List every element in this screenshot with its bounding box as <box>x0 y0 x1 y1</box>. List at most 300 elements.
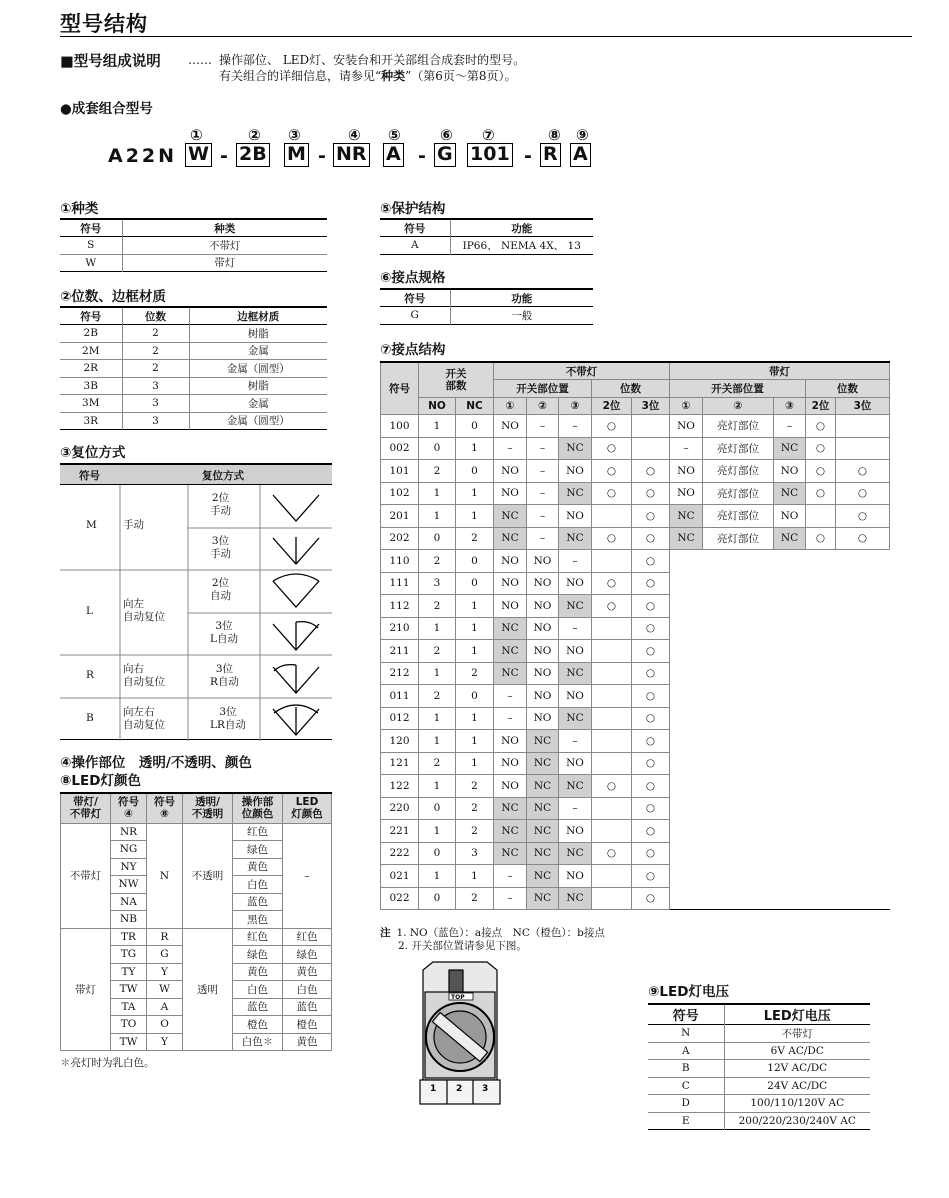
cell: 亮灯部位 <box>703 482 774 505</box>
cell: 2 <box>419 460 456 483</box>
dash-1: - <box>220 145 228 167</box>
cell: ○ <box>592 437 632 460</box>
cell: 0 <box>419 887 456 910</box>
cell: 202 <box>381 527 419 550</box>
model-part-5: A <box>383 143 404 167</box>
cell: 0 <box>456 415 494 438</box>
s4-footnote: ✽亮灯时为乳白色。 <box>60 1057 155 1069</box>
cell: ○ <box>806 482 836 505</box>
cell: IP66、 NEMA 4X、 13 <box>450 237 593 255</box>
cell: NO <box>527 572 559 595</box>
cell: NC <box>527 842 559 865</box>
cell: 0 <box>456 550 494 573</box>
intro-line-1: 操作部位、 LED灯、安装台和开关部组合成套时的型号。 <box>219 53 526 67</box>
model-part-3: M <box>284 143 309 167</box>
cell: 1 <box>419 707 456 730</box>
cell <box>592 797 632 820</box>
cell: NC <box>527 865 559 888</box>
cell: ○ <box>632 887 670 910</box>
device-top-label: TOP <box>451 994 465 1001</box>
num-4: ④ <box>348 126 361 144</box>
s7-h-no: NO <box>419 397 456 415</box>
cell: 0 <box>456 460 494 483</box>
cell: 红色 <box>283 928 332 946</box>
cell: ○ <box>632 685 670 708</box>
cell: NO <box>559 460 592 483</box>
model-part-8: R <box>540 143 561 167</box>
s4-h: 带灯/ 不带灯 <box>61 793 111 823</box>
cell: R <box>147 928 183 946</box>
s3-sub: 2位 手动 <box>210 492 231 517</box>
cell: 220 <box>381 797 419 820</box>
cell: NO <box>559 505 592 528</box>
cell: TA <box>111 998 147 1016</box>
cell: NO <box>494 752 527 775</box>
table-row <box>60 254 327 272</box>
cell: 不透明 <box>183 823 233 928</box>
cell: 白色 <box>233 981 283 999</box>
cell: 1 <box>456 482 494 505</box>
cell: 蓝色 <box>283 998 332 1016</box>
table-row <box>381 775 890 798</box>
device-pos-2: 2 <box>456 1084 463 1094</box>
empty-cell <box>670 595 890 618</box>
cell: NC <box>494 820 527 843</box>
s3-sym-r: R <box>86 669 94 681</box>
cell: NO <box>527 640 559 663</box>
cell: 012 <box>381 707 419 730</box>
empty-cell <box>670 640 890 663</box>
table-row <box>381 460 890 483</box>
s6-h-sym: 符号 <box>404 292 426 305</box>
cell <box>806 505 836 528</box>
s2-h-pos: 位数 <box>122 307 189 325</box>
model-part-4: NR <box>333 143 370 167</box>
cell: 102 <box>381 482 419 505</box>
s7-h-num: 位数 <box>592 380 670 398</box>
cell: 黑色 <box>233 911 283 929</box>
model-prefix: A22N <box>108 145 178 167</box>
cell: – <box>559 797 592 820</box>
cell: – <box>527 415 559 438</box>
cell: NO <box>494 550 527 573</box>
empty-cell <box>670 865 890 888</box>
s6-table <box>380 288 593 325</box>
cell <box>632 437 670 460</box>
empty-cell <box>670 662 890 685</box>
table-row <box>381 730 890 753</box>
cell: ○ <box>632 460 670 483</box>
dash-2: - <box>318 145 326 167</box>
s7-title: ⑦接点结构 <box>380 342 446 358</box>
s3-grid <box>60 485 332 741</box>
cell: A <box>410 239 419 252</box>
cell: 121 <box>381 752 419 775</box>
cell: 2 <box>456 662 494 685</box>
s7-h: 2位 <box>806 397 836 415</box>
cell <box>592 685 632 708</box>
s9-h-volt: LED灯电压 <box>724 1004 870 1025</box>
cell: ○ <box>632 820 670 843</box>
cell: 黄色 <box>233 858 283 876</box>
table-row <box>381 662 890 685</box>
s3-h-mode: 复位方式 <box>202 470 244 482</box>
cell: 200/220/230/240V AC <box>724 1112 870 1130</box>
cell: 210 <box>381 617 419 640</box>
cell: ○ <box>592 460 632 483</box>
return-diagram-icons <box>273 495 319 735</box>
cell: NW <box>111 876 147 894</box>
empty-cell <box>670 730 890 753</box>
cell: 12V AC/DC <box>724 1060 870 1078</box>
cell: NO <box>494 595 527 618</box>
s7-h: ③ <box>774 397 806 415</box>
cell: 亮灯部位 <box>703 460 774 483</box>
empty-cell <box>670 775 890 798</box>
cell: ○ <box>632 707 670 730</box>
cell: 金属（圆型） <box>189 412 327 430</box>
cell: 100 <box>381 415 419 438</box>
cell: TO <box>111 1016 147 1034</box>
cell: NC <box>527 820 559 843</box>
table-row <box>381 572 890 595</box>
cell: 0 <box>419 527 456 550</box>
cell: NO <box>559 572 592 595</box>
cell: NC <box>559 482 592 505</box>
cell: ○ <box>592 775 632 798</box>
cell: A <box>681 1044 690 1057</box>
cell: NC <box>494 842 527 865</box>
device-pos-3: 3 <box>482 1084 489 1094</box>
cell: NC <box>774 527 806 550</box>
cell: 1 <box>456 595 494 618</box>
cell: TY <box>111 963 147 981</box>
cell: – <box>670 437 703 460</box>
cell: – <box>527 460 559 483</box>
cell: 透明 <box>183 928 233 1051</box>
cell: – <box>283 823 332 928</box>
cell: 2M <box>82 344 100 357</box>
model-part-1: W <box>185 143 212 167</box>
cell <box>592 505 632 528</box>
cell: TW <box>111 1033 147 1051</box>
cell: ○ <box>632 527 670 550</box>
cell: NO <box>774 505 806 528</box>
s9-title: ⑨LED灯电压 <box>648 984 729 1000</box>
cell: NC <box>559 887 592 910</box>
cell: 不带灯 <box>61 823 111 928</box>
cell: 3 <box>456 842 494 865</box>
cell: NO <box>559 865 592 888</box>
cell: ○ <box>632 842 670 865</box>
cell: 黄色 <box>283 1033 332 1051</box>
cell: – <box>494 707 527 730</box>
cell: ○ <box>632 797 670 820</box>
page-title: 型号结构 <box>60 12 148 36</box>
cell <box>836 437 890 460</box>
s2-title: ②位数、边框材质 <box>60 289 166 305</box>
cell: 3 <box>122 377 189 395</box>
cell: Y <box>147 963 183 981</box>
s3-h-sym: 符号 <box>79 470 100 482</box>
cell: NO <box>670 415 703 438</box>
cell: – <box>527 527 559 550</box>
cell: 蓝色 <box>233 998 283 1016</box>
manual-2pos-icon <box>273 495 319 521</box>
s4-h: 符号 ⑧ <box>147 793 183 823</box>
cell: TW <box>111 981 147 999</box>
cell: 2B <box>83 327 98 340</box>
cell <box>592 887 632 910</box>
title-rule <box>60 36 912 37</box>
cell: NC <box>559 775 592 798</box>
s4-h: 操作部 位颜色 <box>233 793 283 823</box>
table-row <box>381 752 890 775</box>
cell: E <box>681 1114 690 1127</box>
model-part-9: A <box>570 143 591 167</box>
model-part-7: 101 <box>467 143 513 167</box>
cell: NO <box>559 752 592 775</box>
note-text: 1. NO（蓝色）：a接点 NC（橙色）：b接点 <box>396 927 605 939</box>
cell: ○ <box>592 482 632 505</box>
cell: NO <box>494 572 527 595</box>
cell: 2 <box>456 797 494 820</box>
cell: NC <box>494 527 527 550</box>
cell: 122 <box>381 775 419 798</box>
num-7: ⑦ <box>482 126 495 144</box>
cell: 红色 <box>233 823 283 841</box>
cell: N <box>147 823 183 928</box>
table-row <box>648 1095 870 1113</box>
cell: NO <box>670 460 703 483</box>
cell: 021 <box>381 865 419 888</box>
cell: NO <box>494 775 527 798</box>
cell: NC <box>559 842 592 865</box>
intro-heading: ■型号组成说明 <box>60 54 161 70</box>
cell: 212 <box>381 662 419 685</box>
cell: 002 <box>381 437 419 460</box>
s3-sub: 3位 LR自动 <box>210 706 246 731</box>
cell: W <box>147 981 183 999</box>
table-row <box>381 797 890 820</box>
cell: 1 <box>456 640 494 663</box>
empty-cell <box>670 707 890 730</box>
cell: – <box>494 887 527 910</box>
cell: 2 <box>122 342 189 360</box>
cell: NC <box>494 505 527 528</box>
cell: 100/110/120V AC <box>724 1095 870 1113</box>
cell: G <box>147 946 183 964</box>
cell: 3 <box>122 395 189 413</box>
s7-table <box>380 361 890 910</box>
cell <box>592 865 632 888</box>
cell: 亮灯部位 <box>703 505 774 528</box>
cell: NC <box>527 797 559 820</box>
cell: N <box>681 1027 691 1040</box>
table-row <box>648 1112 870 1130</box>
cell: W <box>85 256 97 269</box>
cell: NC <box>559 437 592 460</box>
cell: 不带灯 <box>724 1025 870 1043</box>
s7-h: ② <box>703 397 774 415</box>
table-row <box>381 865 890 888</box>
cell: NC <box>527 775 559 798</box>
note-label: 注 <box>380 927 391 939</box>
cell: 111 <box>381 572 419 595</box>
s3-sub: 3位 L自动 <box>210 620 238 645</box>
cell: 带灯 <box>61 928 111 1051</box>
cell <box>592 707 632 730</box>
cell: 亮灯部位 <box>703 527 774 550</box>
cell: ○ <box>836 460 890 483</box>
s4-h: 符号 ④ <box>111 793 147 823</box>
table-row <box>381 617 890 640</box>
cell: 120 <box>381 730 419 753</box>
cell: 3 <box>122 412 189 430</box>
empty-cell <box>670 887 890 910</box>
cell: 222 <box>381 842 419 865</box>
cell: – <box>559 730 592 753</box>
cell <box>592 820 632 843</box>
cell: 101 <box>381 460 419 483</box>
empty-cell <box>670 550 890 573</box>
cell: NC <box>527 730 559 753</box>
cell: NC <box>494 662 527 685</box>
cell: NC <box>494 797 527 820</box>
cell: NC <box>494 617 527 640</box>
cell: TR <box>111 928 147 946</box>
cell: – <box>494 437 527 460</box>
cell: ○ <box>632 865 670 888</box>
s7-h: 3位 <box>632 397 670 415</box>
cell: 2 <box>122 360 189 378</box>
cell: – <box>527 505 559 528</box>
cell <box>592 730 632 753</box>
s7-h: ① <box>670 397 703 415</box>
cell: 黄色 <box>233 963 283 981</box>
cell: ○ <box>632 617 670 640</box>
cell: C <box>681 1079 690 1092</box>
cell: 红色 <box>233 928 283 946</box>
cell: 24V AC/DC <box>724 1077 870 1095</box>
s7-h-nc: NC <box>456 397 494 415</box>
cell <box>836 415 890 438</box>
s2-h-sym: 符号 <box>80 310 102 323</box>
cell: NC <box>494 640 527 663</box>
table-row <box>60 377 327 395</box>
cell: 不带灯 <box>122 237 327 255</box>
cell: 金属（圆型） <box>189 360 327 378</box>
cell: 白色✽ <box>233 1033 283 1051</box>
cell: 1 <box>456 752 494 775</box>
cell: 1 <box>419 865 456 888</box>
s3-sub: 3位 R自动 <box>210 663 239 688</box>
s6-title: ⑥接点规格 <box>380 270 446 286</box>
s7-note-1 <box>380 927 605 940</box>
cell: ○ <box>632 640 670 663</box>
cell: NY <box>111 858 147 876</box>
cell: 201 <box>381 505 419 528</box>
cell: 1 <box>456 617 494 640</box>
cell: 2 <box>456 527 494 550</box>
cell: ○ <box>632 595 670 618</box>
s3-name-l: 向左 自动复位 <box>123 598 165 623</box>
cell: G <box>410 309 419 322</box>
cell: 0 <box>419 437 456 460</box>
cell: 2 <box>419 595 456 618</box>
s7-note-2: 2. 开关部位置请参见下图。 <box>398 940 527 952</box>
s3-sub: 2位 自动 <box>210 577 231 602</box>
empty-cell <box>670 572 890 595</box>
cell: ○ <box>592 415 632 438</box>
table-row <box>60 342 327 360</box>
s7-h-nolamp: 不带灯 <box>494 362 670 380</box>
cell: ○ <box>632 775 670 798</box>
cell: 2 <box>419 550 456 573</box>
cell: NO <box>494 730 527 753</box>
table-row <box>60 325 327 343</box>
cell: NC <box>670 505 703 528</box>
cell: ○ <box>806 527 836 550</box>
table-row <box>381 505 890 528</box>
table-row <box>60 395 327 413</box>
cell: NC <box>670 527 703 550</box>
s3-sym-b: B <box>86 712 94 724</box>
cell: ○ <box>632 505 670 528</box>
s3-sym-l: L <box>86 605 93 617</box>
intro-line-2: 有关组合的详细信息，请参见“种类”（第6页～第8页）。 <box>219 69 517 83</box>
s3-name-r: 向右 自动复位 <box>123 663 165 688</box>
s5-table <box>380 218 593 255</box>
cell: – <box>527 437 559 460</box>
cell: NC <box>559 527 592 550</box>
cell: 1 <box>456 730 494 753</box>
cell: 树脂 <box>189 325 327 343</box>
table-row <box>648 1042 870 1060</box>
cell: ○ <box>632 572 670 595</box>
s1-table <box>60 218 327 272</box>
s7-h: 3位 <box>836 397 890 415</box>
cell: 2 <box>419 685 456 708</box>
cell: ○ <box>806 460 836 483</box>
cell: NC <box>559 662 592 685</box>
cell: 2R <box>83 362 99 375</box>
table-row <box>381 550 890 573</box>
cell: ○ <box>632 730 670 753</box>
cell: NA <box>111 893 147 911</box>
cell: 011 <box>381 685 419 708</box>
cell: NO <box>670 482 703 505</box>
s7-h: ③ <box>559 397 592 415</box>
cell: NC <box>774 437 806 460</box>
cell: NO <box>527 707 559 730</box>
cell: NO <box>559 820 592 843</box>
num-6: ⑥ <box>440 126 453 144</box>
num-3: ③ <box>288 126 301 144</box>
cell: 3B <box>83 379 98 392</box>
empty-cell <box>670 617 890 640</box>
s4-table <box>60 792 332 1051</box>
cell: 2 <box>419 752 456 775</box>
cell: – <box>494 865 527 888</box>
empty-cell <box>670 685 890 708</box>
cell: NO <box>494 415 527 438</box>
cell: ○ <box>806 437 836 460</box>
table-row <box>648 1025 870 1043</box>
combo-heading: ●成套组合型号 <box>60 101 153 117</box>
cell: 3R <box>83 414 99 427</box>
cell: Y <box>147 1033 183 1051</box>
